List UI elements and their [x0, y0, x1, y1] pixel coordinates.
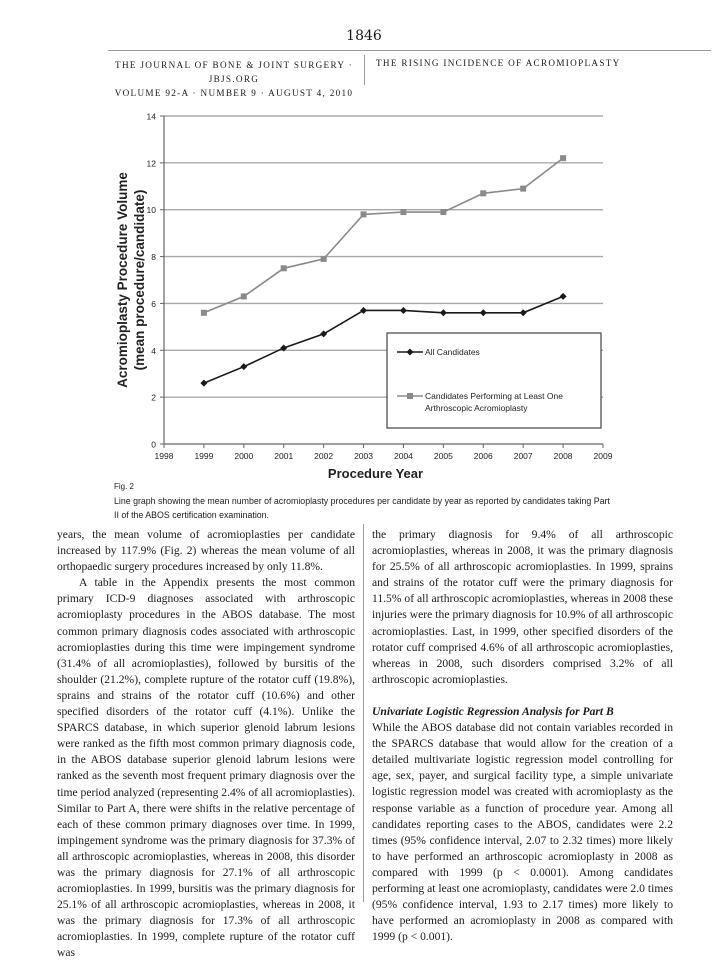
data-point: [520, 309, 527, 316]
left-column: [57, 527, 355, 962]
data-point: [400, 307, 407, 314]
data-point: [241, 293, 247, 299]
data-point: [281, 265, 287, 271]
column-divider: [363, 524, 364, 902]
x-tick-label: 2005: [433, 451, 453, 461]
x-tick-label: 2009: [593, 451, 613, 461]
legend-label: All Candidates: [425, 347, 480, 357]
paragraph: the primary diagnosis for 9.4% of all arthroscopic acromioplasties, whereas in 2008, it was the primary diagnosis for 25.5% of all arthroscopic acromioplasties. In 1999, sprains and strains of the rotator cuff were the primary diagnosis for 11.5% of all arthroscopic acromioplasties, whereas in 2008 these injuries were the primary diagnosis for 10.9% of all arthroscopic acromioplasties. Last, in 1999, other specified disorders of the rotator cuff comprised 4.6% of all arthroscopic acromioplasties, whereas in 2008, such disorders comprised 3.2% of all arthroscopic acromioplasties.: [372, 528, 673, 686]
x-axis-label: Procedure Year: [327, 466, 424, 478]
data-point: [480, 190, 486, 196]
data-point: [200, 380, 207, 387]
x-tick-label: 2008: [553, 451, 573, 461]
data-point: [201, 310, 207, 316]
figure-caption: [114, 480, 614, 522]
y-tick-label: 8: [151, 252, 156, 263]
article-running-title: THE RISING INCIDENCE OF ACROMIOPLASTY: [376, 58, 621, 68]
data-point: [360, 307, 367, 314]
y-tick-labels: [147, 112, 157, 450]
figure-caption-text: Line graph showing the mean number of acromioplasty procedures per candidate by year as reported by candidates taking Part II of the ABOS certification examination.: [114, 496, 610, 520]
y-tick-label: 14: [146, 111, 156, 122]
data-point: [560, 155, 566, 161]
page-number: 1846: [346, 28, 382, 44]
data-point: [400, 209, 406, 215]
y-tick-label: 12: [146, 158, 156, 169]
y-axis-label: Acromioplasty Procedure Volume: [115, 172, 130, 388]
right-column: [372, 527, 673, 945]
y-tick-label: 10: [146, 205, 156, 216]
x-tick-label: 2000: [234, 451, 254, 461]
data-point: [440, 209, 446, 215]
x-tick-label: 1999: [194, 451, 214, 461]
paragraph: A table in the Appendix presents the most common primary ICD-9 diagnoses associated with arthroscopic acromioplasty procedures in the ABOS database. The most common primary diagnosis codes associated with arthroscopic acromioplasties during this time were impingement syndrome (31.4% of all acromioplasties), followed by bursitis of the shoulder (21.2%), complete rupture of the rotator cuff (19.8%), sprains and strains of the rotator cuff (10.6%) and other specified disorders of the rotator cuff (4.1%). Unlike the SPARCS database, in which superior glenoid labrum lesions were ranked as the fifth most common primary diagnosis code, in the ABOS database superior glenoid labrum lesions were ranked as the seventh most frequent primary diagnosis over the time period analyzed (representing 2.4% of all acromioplasties). Similar to Part A, there were shifts in the relative percentage of each of these common primary diagnoses over time. In 1999, impingement syndrome was the primary diagnosis for 37.3% of all arthroscopic acromioplasties, whereas in 2008, this disorder was the primary diagnosis for 27.1% of all arthroscopic acromioplasties. In 1999, bursitis was the primary diagnosis for 25.1% of all arthroscopic acromioplasties, whereas in 2008, it was the primary diagnosis for 17.3% of all arthroscopic acromioplasties. In 1999, complete rupture of the rotator cuff was: [57, 576, 355, 960]
y-tick-label: 6: [151, 298, 156, 309]
series-line: [204, 158, 563, 313]
y-axis-label-units: (mean procedure/candidate): [132, 189, 147, 371]
x-tick-label: 2003: [354, 451, 374, 461]
y-tick-label: 0: [151, 439, 156, 450]
y-tick-label: 4: [151, 345, 156, 356]
data-point: [560, 293, 567, 300]
journal-volume-line: VOLUME 92-A · NUMBER 9 · AUGUST 4, 2010: [114, 88, 354, 98]
x-tick-label: 2004: [393, 451, 413, 461]
journal-title-line: THE JOURNAL OF BONE & JOINT SURGERY · JBJS.ORG: [115, 60, 353, 84]
paragraph: years, the mean volume of acromioplasties per candidate increased by 117.9% (Fig. 2) whereas the mean volume of all orthopaedic surgery procedures increased by only 11.8%.: [57, 528, 355, 574]
x-tick-label: 2006: [473, 451, 493, 461]
y-tick-label: 2: [151, 392, 156, 403]
header-rule: [108, 50, 711, 51]
legend-box: [387, 333, 601, 428]
x-tick-label: 2001: [274, 451, 294, 461]
data-point: [480, 309, 487, 316]
paragraph: While the ABOS database did not contain variables recorded in the SPARCS database that would allow for the creation of a detailed multivariate logistic regression model controlling for age, sex, payer, and surgical facility type, a simple univariate logistic regression model was created with acromioplasty as the response variable as a function of procedure year. Among all candidates reporting cases to the ABOS, candidates were 2.2 times (95% confidence interval, 2.07 to 2.32 times) more likely to have performed an arthroscopic acromioplasty in 2008 as compared with 1999 (p < 0.0001). Among candidates performing at least one acromioplasty, candidates were 2.0 times (95% confidence interval, 1.93 to 2.17 times) more likely to have performed an acromioplasty in 2008 as compared with 1999 (p < 0.001).: [372, 721, 673, 944]
data-point: [361, 211, 367, 217]
journal-header: [108, 58, 360, 100]
data-point: [407, 393, 413, 399]
x-tick-label: 2002: [314, 451, 334, 461]
legend-label-line: Arthroscopic Acromioplasty: [425, 403, 528, 413]
data-point: [320, 330, 327, 337]
x-tick-label: 1998: [154, 451, 174, 461]
x-tick-labels: [155, 451, 613, 461]
data-point: [321, 256, 327, 262]
header-divider: [364, 55, 365, 85]
data-point: [520, 186, 526, 192]
data-point: [240, 363, 247, 370]
chart-legend: [387, 333, 601, 428]
figure-label: Fig. 2: [114, 482, 135, 491]
data-point: [440, 309, 447, 316]
line-chart: [108, 100, 618, 478]
x-tick-label: 2007: [513, 451, 533, 461]
section-subheading: Univariate Logistic Regression Analysis for Part B: [372, 704, 614, 718]
legend-label-line: Candidates Performing at Least One: [425, 391, 563, 401]
